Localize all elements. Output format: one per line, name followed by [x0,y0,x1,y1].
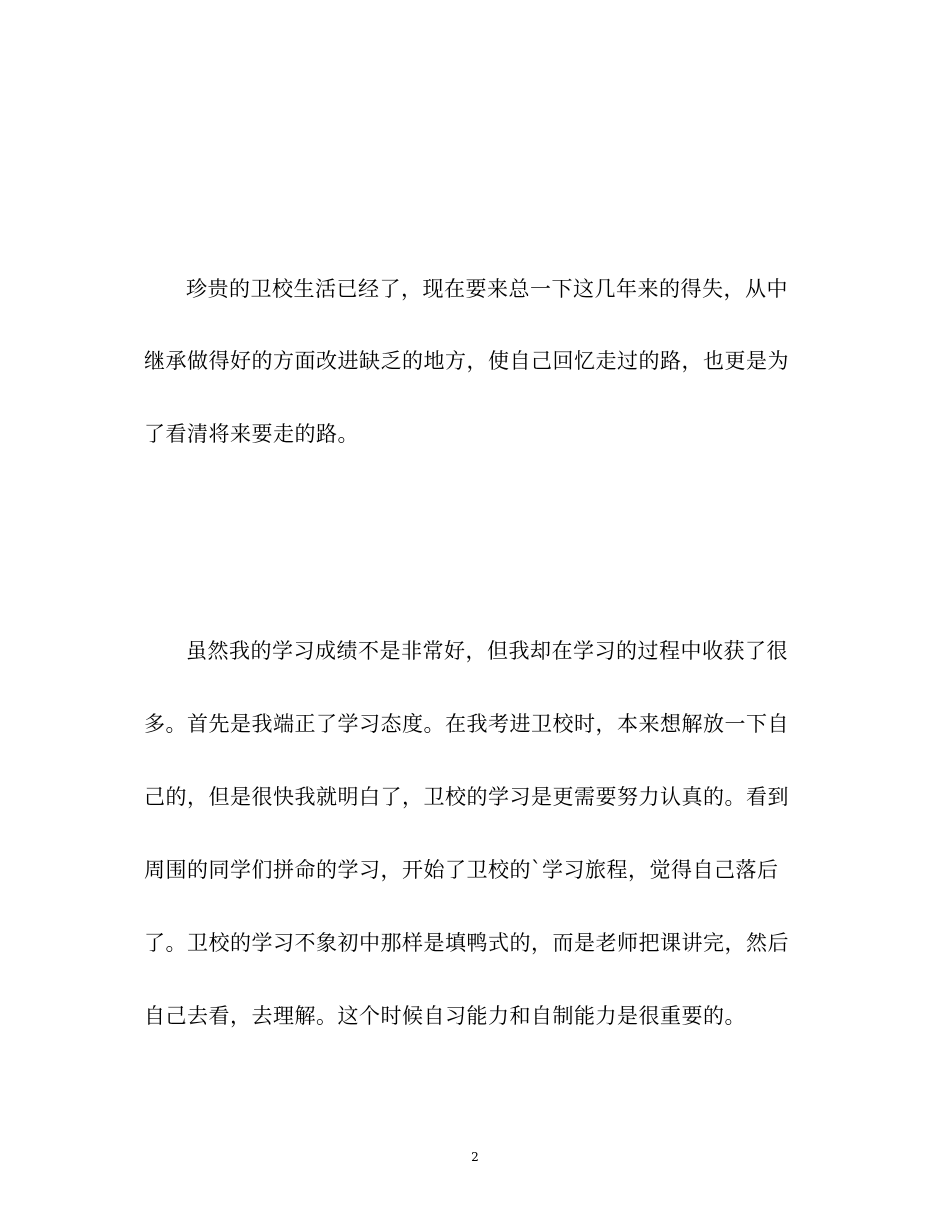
paragraph-line: 多。首先是我端正了学习态度。在我考进卫校时，本来想解放一下自 [144,712,789,736]
paragraph-line: 周围的同学们拼命的学习，开始了卫校的`学习旅程，觉得自己落后 [144,858,779,882]
paragraph-line: 虽然我的学习成绩不是非常好，但我却在学习的过程中收获了很 [186,639,788,663]
paragraph-line: 珍贵的卫校生活已经了，现在要来总一下这几年来的得失，从中 [186,277,788,301]
page-number: 2 [471,1150,479,1164]
paragraph-line: 己的，但是很快我就明白了，卫校的学习是更需要努力认真的。看到 [144,785,789,809]
paragraph-line: 了。卫校的学习不象初中那样是填鸭式的，而是老师把课讲完，然后 [144,931,789,955]
paragraph-line: 了看清将来要走的路。 [144,422,359,446]
paragraph-line: 继承做得好的方面改进缺乏的地方，使自己回忆走过的路，也更是为 [144,349,789,373]
paragraph-line: 自己去看，去理解。这个时候自习能力和自制能力是很重要的。 [144,1004,746,1028]
